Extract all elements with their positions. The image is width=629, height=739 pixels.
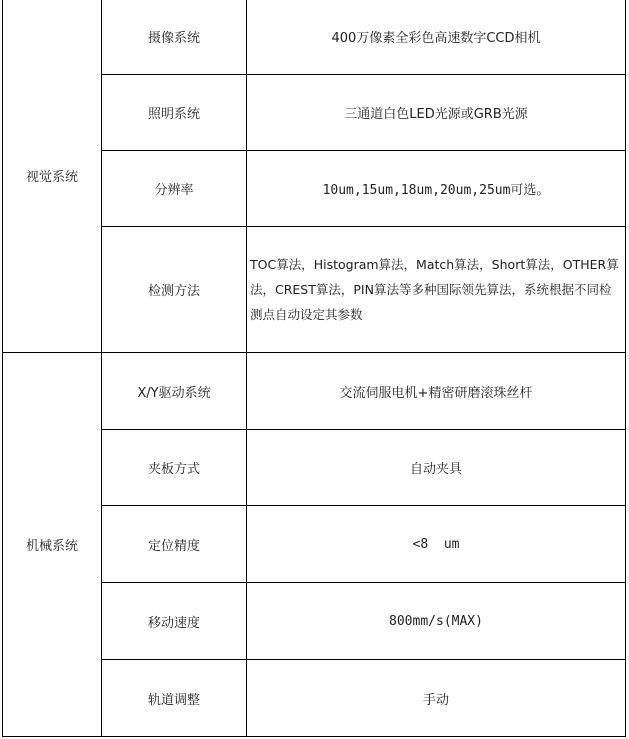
item-value: 三通道白色LED光源或GRB光源 [247,75,626,151]
item-value: TOC算法，Histogram算法，Match算法，Short算法，OTHER算法，CREST算法，PIN算法等多种国际领先算法，系统根据不同检测点自动设定其参数 [247,227,626,353]
item-label: 检测方法 [102,227,247,353]
item-value: 400万像素全彩色高速数字CCD相机 [247,0,626,75]
item-label: 分辨率 [102,151,247,227]
item-label: 轨道调整 [102,660,247,737]
item-label: 移动速度 [102,583,247,660]
category-mechanical: 机械系统 [3,353,102,737]
table-row [3,353,626,430]
item-label: 照明系统 [102,75,247,151]
item-label: X/Y驱动系统 [102,353,247,430]
item-value: 自动夹具 [247,430,626,506]
item-value: <8 um [247,506,626,583]
item-value: 800mm/s(MAX) [247,583,626,660]
item-label: 定位精度 [102,506,247,583]
item-label: 夹板方式 [102,430,247,506]
item-label: 摄像系统 [102,0,247,75]
item-value: 交流伺服电机+精密研磨滚珠丝杆 [247,353,626,430]
item-value: 10um,15um,18um,20um,25um可选。 [247,151,626,227]
spec-table [2,0,626,737]
table-row [3,0,626,75]
category-vision: 视觉系统 [3,0,102,353]
item-value: 手动 [247,660,626,737]
